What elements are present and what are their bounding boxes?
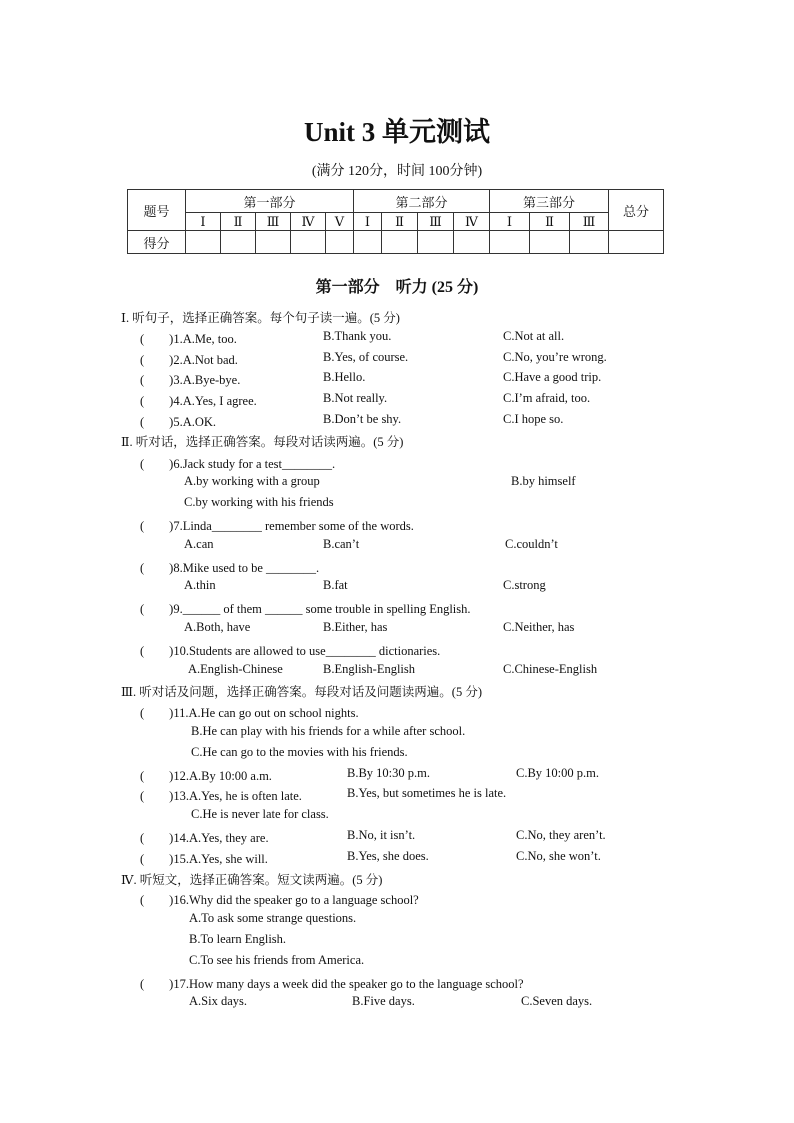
question-4: ( )4.A.Yes, I agree. (140, 394, 257, 408)
option-c: C.To see his friends from America. (189, 953, 365, 967)
option-c: C.Have a good trip. (503, 370, 602, 384)
col-numeral: Ⅱ (382, 213, 418, 231)
score-cell[interactable] (490, 231, 530, 254)
option-b: B.can’t (323, 537, 360, 551)
option-c: C.couldn’t (505, 537, 558, 551)
option-c: C.strong (503, 578, 546, 592)
score-cell[interactable] (454, 231, 490, 254)
option-c: C.No, they aren’t. (516, 828, 606, 842)
option-c: C.He is never late for class. (191, 807, 329, 821)
question-17: ( )17.How many days a week did the speaker go to the language school? (140, 977, 524, 991)
score-cell[interactable] (221, 231, 256, 254)
option-b: B.Thank you. (323, 329, 392, 343)
question-1: ( )1.A.Me, too. (140, 332, 237, 346)
question-6: ( )6.Jack study for a test________. (140, 457, 336, 471)
page-title: Unit 3 单元测试 (303, 117, 490, 147)
option-b: B.By 10:30 p.m. (347, 766, 430, 780)
option-c: C.Neither, has (503, 620, 575, 634)
section-3-heading: Ⅲ. 听对话及问题，选择正确答案。每段对话及问题读两遍。(5 分) (121, 685, 483, 699)
score-cell[interactable] (186, 231, 221, 254)
question-3: ( )3.A.Bye-bye. (140, 373, 241, 387)
option-c: C.Seven days. (521, 994, 593, 1008)
option-c: C.I’m afraid, too. (503, 391, 591, 405)
option-a: A.thin (184, 578, 216, 592)
option-b: B.To learn English. (189, 932, 287, 946)
col-numeral: Ⅰ (354, 213, 382, 231)
score-cell[interactable] (530, 231, 570, 254)
question-16: ( )16.Why did the speaker go to a language school? (140, 893, 419, 907)
col-numeral: Ⅲ (418, 213, 454, 231)
question-9: ( )9.______ of them ______ some trouble in spelling English. (140, 602, 471, 616)
col-numeral: Ⅱ (221, 213, 256, 231)
score-cell[interactable] (326, 231, 354, 254)
option-a: A.can (184, 537, 214, 551)
score-cell[interactable] (256, 231, 291, 254)
question-11: ( )11.A.He can go out on school nights. (140, 706, 359, 720)
option-c: C.No, you’re wrong. (503, 350, 607, 364)
option-c: C.Not at all. (503, 329, 565, 343)
score-cell[interactable] (609, 231, 664, 254)
col-numeral: Ⅳ (454, 213, 490, 231)
col-numeral: Ⅴ (326, 213, 354, 231)
option-b: B.by himself (511, 474, 576, 488)
total-header: 总分 (609, 190, 664, 231)
score-cell[interactable] (382, 231, 418, 254)
option-a: A.by working with a group (184, 474, 320, 488)
row-label-cell: 题号 (128, 190, 186, 231)
part1-heading: 第一部分 听力 (25 分) (315, 279, 479, 296)
option-b: B.He can play with his friends for a while after school. (191, 724, 466, 738)
section-2-heading: Ⅱ. 听对话，选择正确答案。每段对话读两遍。(5 分) (121, 435, 404, 449)
option-b: B.Yes, she does. (347, 849, 429, 863)
part3-header: 第三部分 (490, 190, 609, 213)
option-a: A.Both, have (184, 620, 251, 634)
option-b: B.Yes, of course. (323, 350, 409, 364)
question-8: ( )8.Mike used to be ________. (140, 561, 320, 575)
question-15: ( )15.A.Yes, she will. (140, 852, 268, 866)
section-4-heading: Ⅳ. 听短文，选择正确答案。短文读两遍。(5 分) (121, 873, 383, 887)
question-13: ( )13.A.Yes, he is often late. (140, 789, 302, 803)
option-b: B.Yes, but sometimes he is late. (347, 786, 507, 800)
question-2: ( )2.A.Not bad. (140, 353, 238, 367)
option-b: B.English-English (323, 662, 416, 676)
option-c: C.He can go to the movies with his friends. (191, 745, 408, 759)
option-b: B.Hello. (323, 370, 366, 384)
col-numeral: Ⅰ (186, 213, 221, 231)
col-numeral: Ⅰ (490, 213, 530, 231)
col-numeral: Ⅱ (530, 213, 570, 231)
question-14: ( )14.A.Yes, they are. (140, 831, 269, 845)
option-a: A.To ask some strange questions. (189, 911, 357, 925)
option-b: B.Not really. (323, 391, 388, 405)
option-b: B.No, it isn’t. (347, 828, 416, 842)
score-cell[interactable] (354, 231, 382, 254)
option-c: C.By 10:00 p.m. (516, 766, 599, 780)
option-b: B.Either, has (323, 620, 388, 634)
question-12: ( )12.A.By 10:00 a.m. (140, 769, 272, 783)
page-subtitle: (满分 120分，时间 100分钟) (311, 164, 483, 179)
option-b: B.fat (323, 578, 348, 592)
option-b: B.Don’t be shy. (323, 412, 402, 426)
option-c: C.I hope so. (503, 412, 564, 426)
part2-header: 第二部分 (354, 190, 490, 213)
score-label-cell: 得分 (128, 231, 186, 254)
col-numeral: Ⅳ (291, 213, 326, 231)
score-cell[interactable] (291, 231, 326, 254)
question-7: ( )7.Linda________ remember some of the words. (140, 519, 414, 533)
col-numeral: Ⅲ (570, 213, 609, 231)
option-a: A.Six days. (189, 994, 247, 1008)
score-table (127, 189, 664, 254)
option-c: C.No, she won’t. (516, 849, 601, 863)
option-c: C.Chinese-English (503, 662, 598, 676)
question-5: ( )5.A.OK. (140, 415, 217, 429)
option-a: A.English-Chinese (188, 662, 283, 676)
section-1-heading: Ⅰ. 听句子，选择正确答案。每个句子读一遍。(5 分) (121, 311, 400, 325)
question-10: ( )10.Students are allowed to use________ dictionaries. (140, 644, 441, 658)
option-b: B.Five days. (352, 994, 415, 1008)
score-cell[interactable] (570, 231, 609, 254)
col-numeral: Ⅲ (256, 213, 291, 231)
option-c: C.by working with his friends (184, 495, 334, 509)
part1-header: 第一部分 (186, 190, 354, 213)
score-cell[interactable] (418, 231, 454, 254)
